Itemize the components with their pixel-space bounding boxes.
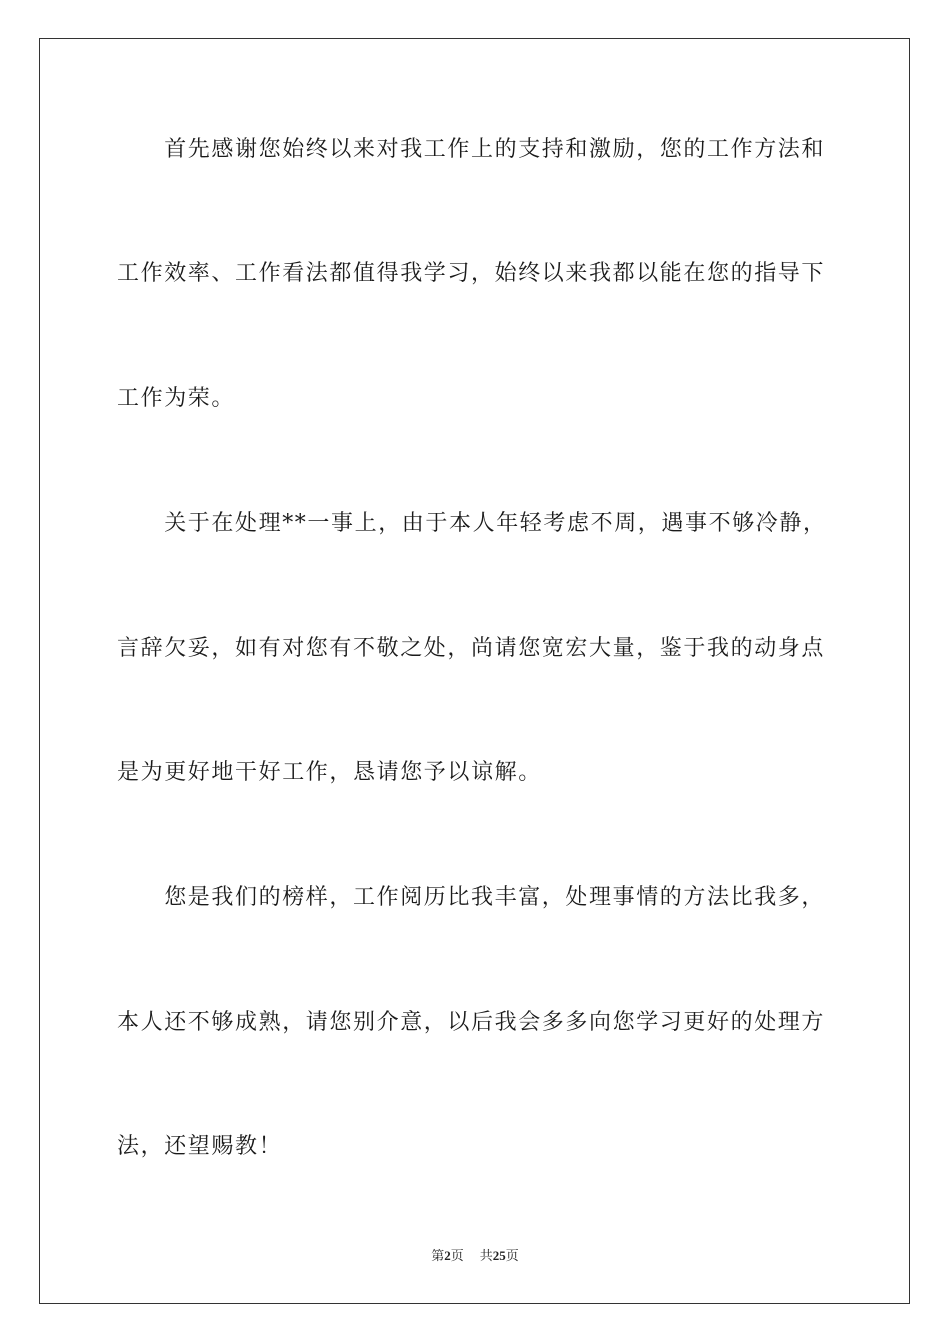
page-suffix: 页 — [450, 1249, 464, 1264]
page-prefix: 第 — [431, 1249, 445, 1264]
total-pages: 25 — [492, 1248, 506, 1263]
paragraph-1-line-2: 工作效率、工作看法都值得我学习，始终以来我都以能在您的指导下 — [117, 261, 826, 286]
page-number: 2 — [444, 1248, 451, 1263]
paragraph-2-line-1: 关于在处理**一事上，由于本人年轻考虑不周，遇事不够冷静， — [117, 511, 827, 536]
total-suffix: 页 — [505, 1249, 519, 1264]
page-border — [39, 38, 910, 1304]
paragraph-1-line-3: 工作为荣。 — [117, 386, 236, 411]
page-footer — [0, 1247, 950, 1266]
paragraph-3-line-2: 本人还不够成熟，请您别介意，以后我会多多向您学习更好的处理方 — [117, 1010, 826, 1035]
paragraph-3-line-1: 您是我们的榜样，工作阅历比我丰富，处理事情的方法比我多， — [117, 885, 826, 910]
paragraph-3-line-3: 法，还望赐教！ — [117, 1134, 283, 1159]
paragraph-2-line-3: 是为更好地干好工作，恳请您予以谅解。 — [117, 760, 542, 785]
paragraph-1-line-1: 首先感谢您始终以来对我工作上的支持和激励，您的工作方法和 — [117, 137, 826, 162]
paragraph-2-line-2: 言辞欠妥，如有对您有不敬之处，尚请您宽宏大量，鉴于我的动身点 — [117, 636, 826, 661]
total-prefix: 共 — [479, 1249, 493, 1264]
